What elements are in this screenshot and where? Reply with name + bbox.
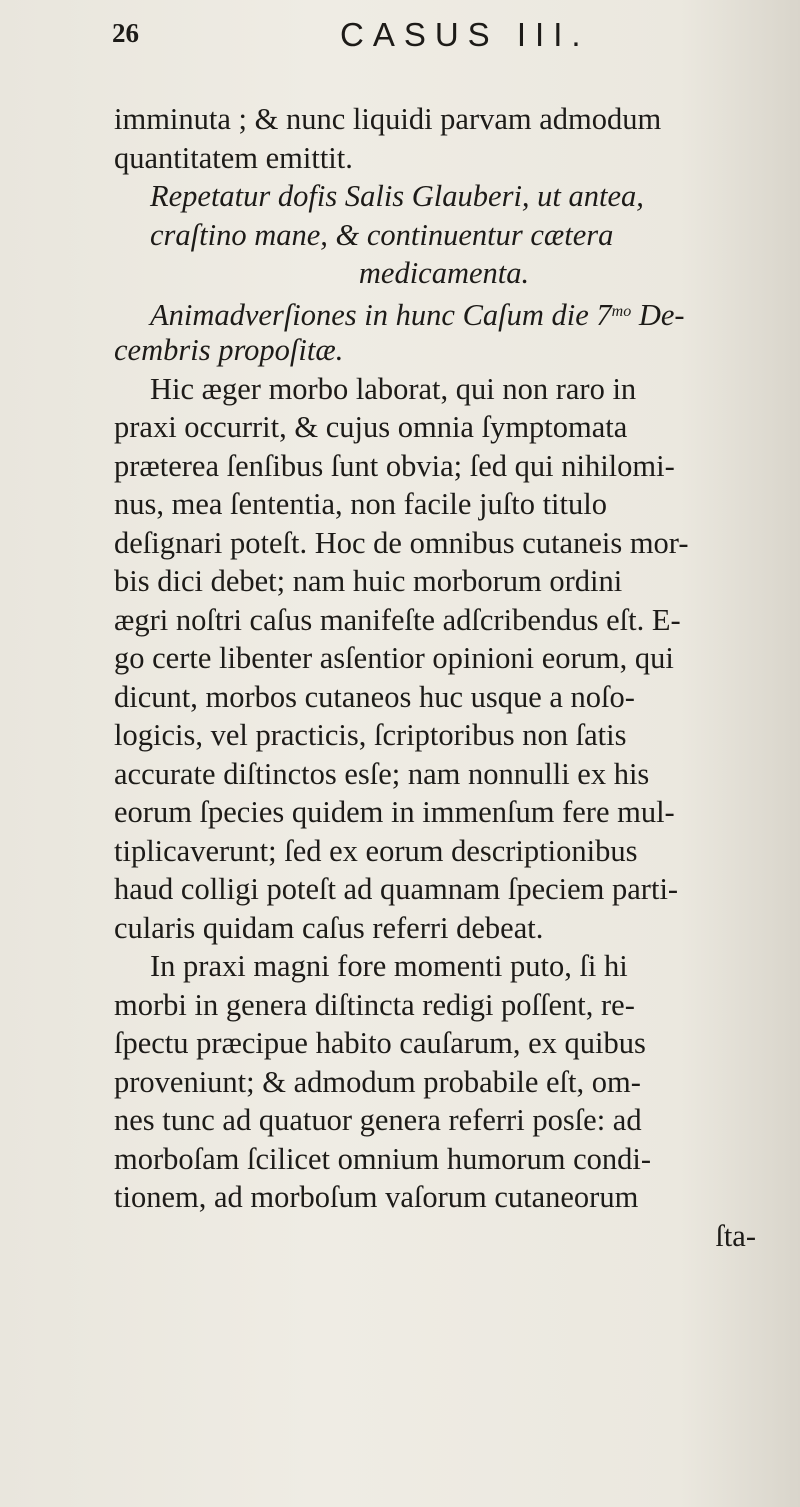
text-line: morboſam ſcilicet omnium humorum condi-	[114, 1141, 652, 1176]
section-heading-part: De-	[631, 297, 685, 332]
ordinal-superscript: mo	[611, 302, 632, 320]
catchword: ſta-	[715, 1218, 756, 1253]
text-line: go certe libenter asſentior opinioni eorum, qui	[114, 641, 674, 675]
section-heading	[114, 293, 774, 332]
text-line: haud colligi poteſt ad quamnam ſpeciem parti-	[114, 872, 679, 906]
section-heading: cembris propoſitæ.	[114, 333, 344, 367]
section-heading-part: Animadverſiones in hunc Caſum die 7	[150, 297, 612, 332]
text-line: cularis quidam caſus referri debeat.	[114, 910, 544, 945]
text-line: eorum ſpecies quidem in immenſum fere mul-	[114, 795, 675, 829]
prescription-line: craſtino mane, & continuentur cætera	[150, 217, 614, 252]
text-line: morbi in genera diſtincta redigi poſſent, re-	[114, 987, 635, 1022]
running-title: CASUS III.	[340, 16, 590, 53]
text-line: ægri noſtri caſus manifeſte adſcribendus eſt. E-	[114, 602, 681, 637]
prescription-line: medicamenta.	[358, 256, 530, 290]
text-line: proveniunt; & admodum probabile eſt, om-	[114, 1064, 641, 1099]
text-line: praxi occurrit, & cujus omnia ſymptomata	[114, 410, 628, 444]
page-number: 26	[112, 18, 139, 48]
body-text	[114, 100, 774, 1255]
text-line: deſignari poteſt. Hoc de omnibus cutaneis mor-	[114, 525, 689, 560]
text-line: ſpectu præcipue habito cauſarum, ex quibus	[114, 1026, 646, 1060]
text-line: tiplicaverunt; ſed ex eorum descriptionibus	[114, 833, 638, 868]
text-line: accurate diſtinctos esſe; nam nonnulli ex his	[114, 756, 650, 791]
text-line: quantitatem emittit.	[114, 140, 353, 175]
text-line: In praxi magni fore momenti puto, ſi hi	[150, 949, 628, 983]
text-line: præterea ſenſibus ſunt obvia; ſed qui nihilomi-	[114, 448, 675, 483]
text-line: imminuta ; & nunc liquidi parvam admodum	[114, 102, 662, 136]
page-header	[0, 14, 800, 64]
text-line: bis dici debet; nam huic morborum ordini	[114, 564, 623, 598]
text-line: Hic æger morbo laborat, qui non raro in	[150, 371, 637, 406]
text-line: dicunt, morbos cutaneos huc usque a noſo-	[114, 679, 635, 714]
prescription-line: Repetatur dofis Salis Glauberi, ut antea,	[150, 179, 644, 213]
text-line: logicis, vel practicis, ſcriptoribus non ſatis	[114, 718, 627, 752]
text-line: nus, mea ſententia, non facile juſto titulo	[114, 487, 607, 521]
text-line: nes tunc ad quatuor genera referri posſe: ad	[114, 1103, 642, 1137]
text-line: tionem, ad morboſum vaſorum cutaneorum	[114, 1180, 639, 1214]
